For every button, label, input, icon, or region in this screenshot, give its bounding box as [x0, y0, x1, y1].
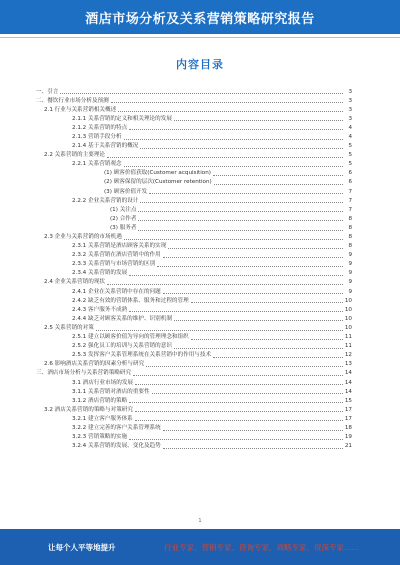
toc-leader-dots [124, 166, 343, 167]
toc-entry-label: 3.2 酒店关系营销的策略与对策研究 [44, 406, 133, 413]
toc-entry[interactable] [36, 232, 352, 241]
toc-entry-page: 10 [344, 324, 352, 331]
toc-entry[interactable] [36, 295, 352, 304]
toc-entry-label: 2.4.1 企业在关系营销中存在的问题 [72, 288, 161, 295]
toc-entry-page: 6 [348, 179, 352, 186]
toc-leader-dots [140, 148, 343, 149]
toc-entry-label: 3.1.2 酒店营销的策略 [72, 397, 128, 404]
toc-entry-page: 12 [344, 352, 352, 359]
toc-leader-dots [168, 248, 343, 249]
toc-entry-label: 2.2 关系营销的主要理论 [44, 152, 106, 159]
toc-title: 内容目录 [176, 58, 224, 71]
page-number: 1 [198, 518, 202, 524]
toc-entry[interactable] [36, 122, 352, 131]
toc-entry[interactable] [36, 377, 352, 386]
toc-leader-dots [107, 284, 343, 285]
toc-entry-label: 3.1.1 关系营销对酒店的重要性 [72, 388, 150, 395]
toc-entry-page: 11 [344, 334, 352, 341]
toc-leader-dots [138, 230, 343, 231]
toc-entry-label: 2.1.4 基于关系营销的概况 [72, 143, 139, 150]
toc-leader-dots [163, 293, 343, 294]
toc-entry[interactable] [36, 150, 352, 159]
toc-entry[interactable] [36, 259, 352, 268]
toc-entry-page: 8 [348, 215, 352, 222]
toc-leader-dots [135, 384, 343, 385]
toc-entry-label: 3.2.3 营销策略的实施 [72, 434, 128, 441]
toc-entry[interactable] [36, 441, 352, 450]
toc-entry-page: 18 [344, 424, 352, 431]
toc-entry-page: 9 [348, 288, 352, 295]
toc-entry-page: 8 [348, 243, 352, 250]
toc-leader-dots [118, 111, 343, 112]
toc-entry-label: 2.1 行业与关系营销相关概述 [44, 106, 117, 113]
toc-entry[interactable] [36, 322, 352, 331]
toc-leader-dots [129, 129, 343, 130]
toc-leader-dots [133, 375, 343, 376]
toc-leader-dots [213, 175, 343, 176]
toc-entry-label: 2.5 关系营销的对策 [44, 324, 94, 331]
toc-entry-label: (3) 服务者 [110, 224, 137, 231]
toc-leader-dots [213, 357, 343, 358]
toc-leader-dots [174, 120, 343, 121]
toc-entry-page: 9 [348, 270, 352, 277]
toc-entry-label: (3) 顾客价值开发 [104, 188, 148, 195]
toc-entry-label: 2.3.1 关系营销是酒店顾客关系的实现 [72, 243, 167, 250]
toc-entry[interactable] [36, 241, 352, 250]
toc-entry-page: 3 [348, 106, 352, 113]
toc-entry-label: (1) 关注点 [110, 206, 137, 213]
toc-entry[interactable] [36, 386, 352, 395]
toc-leader-dots [129, 439, 343, 440]
toc-entry-label: 2.4.3 客户服务不成熟 [72, 306, 128, 313]
toc-entry-page: 3 [348, 115, 352, 122]
toc-entry-label: 三、酒店市场分析与关系营销策略研究 [36, 370, 132, 377]
toc-entry-label: 3.2.2 建立完善的客户关系管理系统 [72, 424, 161, 431]
toc-leader-dots [214, 184, 343, 185]
toc-entry-page: 5 [348, 161, 352, 168]
toc-entry[interactable] [36, 368, 352, 377]
toc-entry[interactable] [36, 222, 352, 231]
toc-entry-label: 二、餐饮行业市场分析及预测 [36, 97, 109, 104]
report-header [0, 0, 400, 34]
toc-entry[interactable] [36, 177, 352, 186]
toc-entry[interactable] [36, 204, 352, 213]
toc-entry[interactable] [36, 413, 352, 422]
toc-entry[interactable] [36, 286, 352, 295]
toc-entry-page: 4 [348, 124, 352, 131]
toc-entry-page: 8 [348, 224, 352, 231]
toc-entry-label: 2.5.2 强化员工的培训与关系营销的意识 [72, 343, 172, 350]
toc-entry-page: 13 [344, 361, 352, 368]
report-title: 酒店市场分析及关系营销策略研究报告 [85, 11, 315, 27]
toc-entry-page: 21 [344, 443, 352, 450]
toc-entry-page: 5 [348, 152, 352, 159]
toc-entry-label: 2.5.3 发挥客户关系管理系统在关系营销中的作用与技术 [72, 352, 212, 359]
toc-entry-page: 3 [348, 97, 352, 104]
toc-leader-dots [138, 220, 343, 221]
toc-leader-dots [124, 239, 343, 240]
toc-entry-label: 2.3.2 关系营销在酒店营销中的作用 [72, 252, 161, 259]
toc-entry-page: 7 [348, 188, 352, 195]
toc-entry[interactable] [36, 250, 352, 259]
toc-entry-page: 14 [344, 388, 352, 395]
toc-entry[interactable] [36, 395, 352, 404]
toc-entry-page: 7 [348, 206, 352, 213]
toc-entry-page: 10 [344, 315, 352, 322]
toc-entry-label: 3.1 酒店行业市场的发展 [72, 379, 134, 386]
toc-entry-label: 2.3.4 关系营销的发展 [72, 270, 128, 277]
toc-leader-dots [191, 339, 343, 340]
toc-entry-label: (2) 顾客保留的层次(Customer retention) [104, 179, 212, 186]
toc-leader-dots [163, 448, 343, 449]
toc-entry-label: 2.1.1 关系营销的定义和相关理论的发展 [72, 115, 172, 122]
toc-entry-page: 15 [344, 397, 352, 404]
toc-leader-dots [96, 330, 343, 331]
toc-leader-dots [163, 430, 343, 431]
header-divider [0, 34, 400, 38]
toc-entry[interactable] [36, 95, 352, 104]
toc-leader-dots [135, 411, 343, 412]
toc-entry[interactable] [36, 277, 352, 286]
toc-leader-dots [174, 320, 343, 321]
toc-entry-page: 8 [348, 234, 352, 240]
toc-leader-dots [149, 193, 343, 194]
toc-entry-label: 2.4.4 缺乏对顾客关系的维护、识别机制 [72, 315, 172, 322]
footer-banner [0, 529, 400, 565]
toc-entry-label: 2.2.1 关系营销观念 [72, 161, 122, 168]
toc-entry[interactable] [36, 168, 352, 177]
toc-leader-dots [174, 348, 343, 349]
toc-entry[interactable] [36, 104, 352, 113]
toc-entry[interactable] [36, 304, 352, 313]
toc-entry-page: 10 [344, 306, 352, 313]
toc-leader-dots [163, 257, 343, 258]
toc-entry[interactable] [36, 332, 352, 341]
toc-entry-page: 14 [344, 379, 352, 386]
toc-leader-dots [129, 402, 343, 403]
toc-entry-page: 6 [348, 170, 352, 177]
toc-entry-label: 2.6 影响酒店关系营销的因素分析与研究 [44, 361, 145, 368]
toc-entry[interactable] [36, 268, 352, 277]
toc-entry-page: 7 [348, 197, 352, 204]
toc-entry-label: 2.3.3 关系营销与市场营销的区别 [72, 261, 156, 268]
toc-entry[interactable] [36, 186, 352, 195]
toc-entry-label: 2.1.2 关系营销的特点 [72, 124, 128, 131]
toc-entry-page: 9 [348, 261, 352, 268]
toc-leader-dots [138, 211, 343, 212]
toc-leader-dots [129, 311, 343, 312]
toc-entry[interactable] [36, 313, 352, 322]
toc-entry-page: 14 [344, 370, 352, 377]
toc-leader-dots [129, 275, 343, 276]
toc-entry[interactable] [36, 141, 352, 150]
toc-entry-page: 4 [348, 133, 352, 140]
toc-leader-dots [107, 157, 343, 158]
toc-entry[interactable] [36, 350, 352, 359]
toc-entry-label: 一、引言 [36, 88, 59, 95]
toc-entry[interactable] [36, 432, 352, 441]
toc-entry-label: 2.1.3 营销手段分析 [72, 133, 122, 140]
toc-entry[interactable] [36, 213, 352, 222]
toc-entry[interactable] [36, 86, 352, 95]
toc-entry[interactable] [36, 341, 352, 350]
toc-leader-dots [60, 93, 343, 94]
toc-entry-label: 2.4 企业关系营销的现状 [44, 279, 106, 286]
toc-leader-dots [135, 420, 343, 421]
toc-entry[interactable] [36, 131, 352, 140]
toc-leader-dots [140, 202, 343, 203]
toc-entry[interactable] [36, 422, 352, 431]
toc-leader-dots [146, 366, 343, 367]
toc-entry-page: 9 [348, 279, 352, 286]
toc-entry-page: 11 [344, 343, 352, 350]
toc-entry-page: 9 [348, 252, 352, 259]
toc-entry-label: 2.2.2 企业关系营销的设计 [72, 197, 139, 204]
toc-entry-page: 10 [344, 297, 352, 304]
toc-entry-label: 2.3 企业与关系营销的市场机遇 [44, 234, 122, 240]
table-of-contents [36, 86, 352, 450]
toc-entry-label: 2.5.1 建立以顾客价值为导向的管理理念和组织 [72, 334, 189, 341]
toc-entry-label: (1) 顾客价值获取(Customer acquisition) [104, 170, 211, 177]
toc-entry[interactable] [36, 404, 352, 413]
toc-leader-dots [111, 102, 343, 103]
toc-entry-page: 17 [344, 415, 352, 422]
toc-leader-dots [152, 393, 343, 394]
toc-entry[interactable] [36, 195, 352, 204]
toc-entry[interactable] [36, 359, 352, 368]
toc-entry-page: 3 [348, 88, 352, 95]
toc-entry[interactable] [36, 113, 352, 122]
toc-leader-dots [124, 139, 343, 140]
toc-entry-page: 19 [344, 434, 352, 441]
toc-leader-dots [191, 302, 343, 303]
toc-entry-label: 3.2.1 建立客户服务体系 [72, 415, 133, 422]
toc-entry-page: 5 [348, 143, 352, 150]
toc-leader-dots [157, 266, 343, 267]
toc-entry-page: 17 [344, 406, 352, 413]
toc-entry[interactable] [36, 159, 352, 168]
toc-entry-label: (2) 合作者 [110, 215, 137, 222]
toc-entry-label: 3.2.4 关系营销的发展、变化及趋势 [72, 443, 161, 450]
toc-entry-label: 2.4.2 缺乏有效的营销体系、服务和过程的管理 [72, 297, 189, 304]
footer-slogan: 让每个人平等地提升 [48, 542, 116, 552]
footer-experts: 行业专家、营销专家、咨询专家、战略专家、资深专家…… [164, 542, 359, 552]
